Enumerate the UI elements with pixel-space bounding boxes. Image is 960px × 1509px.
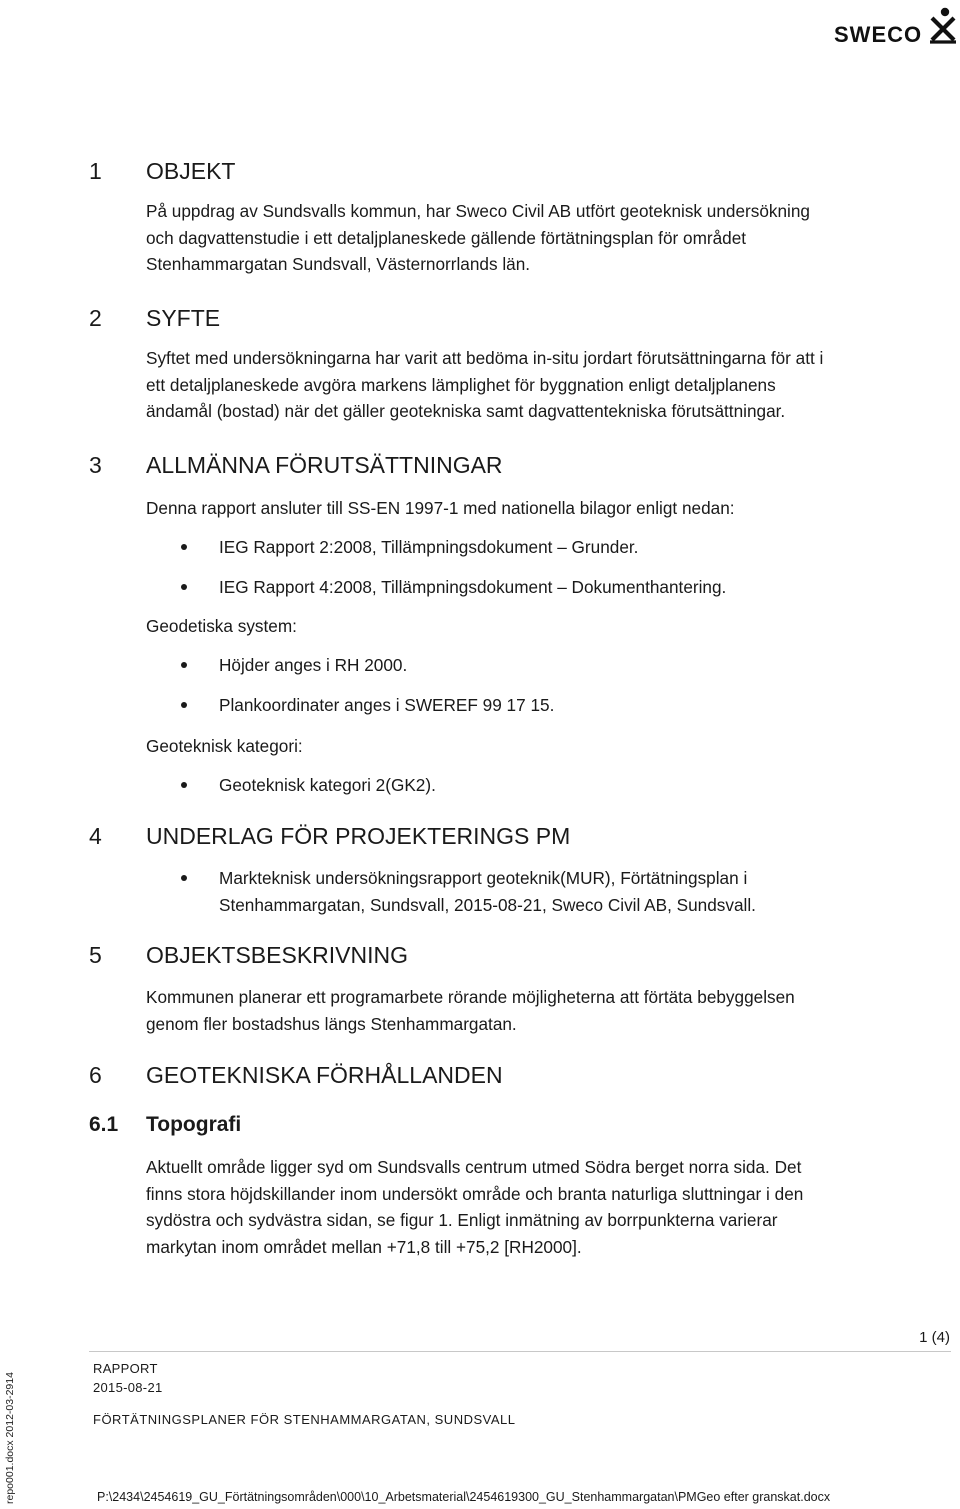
paragraph-objekt	[146, 198, 946, 278]
list-item-text: IEG Rapport 2:2008, Tillämpningsdokument – Grunder.	[219, 537, 639, 557]
list-item	[146, 772, 946, 799]
list-item-text: Höjder anges i RH 2000.	[219, 655, 408, 675]
heading-number: 2	[89, 305, 102, 331]
list-item-text: Markteknisk undersökningsrapport geoteknik(MUR), Förtätningsplan i	[219, 868, 748, 888]
heading-title: OBJEKTSBESKRIVNING	[146, 942, 409, 968]
heading-title: GEOTEKNISKA FÖRHÅLLANDEN	[146, 1062, 503, 1088]
page-number: 1 (4)	[919, 1329, 950, 1346]
heading-syfte	[89, 304, 220, 332]
text-line: finns stora höjdskillander inom undersökt område och branta naturliga sluttningar i den	[146, 1183, 804, 1204]
bullet-icon	[181, 544, 187, 550]
footer-divider	[89, 1351, 951, 1352]
bullet-icon	[181, 702, 187, 708]
list-item-text: Plankoordinater anges i SWEREF 99 17 15.	[219, 694, 555, 715]
heading-objektsbeskrivning	[89, 941, 408, 969]
footer-date: 2015-08-21	[93, 1380, 163, 1395]
heading-number: 6.1	[89, 1113, 119, 1136]
heading-number: 3	[89, 452, 102, 478]
list-item-text: IEG Rapport 4:2008, Tillämpningsdokument – Dokumenthantering.	[219, 576, 727, 597]
heading-number: 5	[89, 942, 102, 968]
text-line: sydöstra och sydvästra sidan, se figur 1. Enligt inmätning av borrpunkterna varierar	[146, 1210, 778, 1230]
text-line: och dagvattenstudie i ett detaljplaneskede gällende förtätningsplan för området	[146, 227, 747, 248]
sweco-logo	[834, 6, 958, 46]
text-line: Syftet med undersökningarna har varit att bedöma in-situ jordart förutsättningarna för att i	[146, 348, 824, 368]
text-line: genom fler bostadshus längs Stenhammargatan.	[146, 1013, 517, 1034]
heading-topografi	[89, 1112, 241, 1138]
label-geoteknisk-kategori	[146, 733, 946, 760]
text-line: Stenhammargatan Sundsvall, Västernorrlands län.	[146, 254, 531, 274]
text-line: Kommunen planerar ett programarbete rörande möjligheterna att förtäta bebyggelsen	[146, 987, 795, 1007]
bullet-icon	[181, 584, 187, 590]
heading-geotekniska-forhallanden	[89, 1061, 503, 1089]
list-item	[146, 574, 946, 601]
list-item-text: Geoteknisk kategori 2(GK2).	[219, 775, 436, 795]
bullet-list-underlag	[146, 865, 946, 918]
bullet-list-standards	[146, 534, 946, 600]
heading-title: Topografi	[146, 1113, 242, 1136]
bullet-icon	[181, 662, 187, 668]
text-line: ändamål (bostad) när det gäller geotekniska samt dagvattentekniska förutsättningar.	[146, 401, 786, 421]
bullet-list-geodetic	[146, 652, 946, 718]
heading-allmanna-forutsattningar	[89, 451, 503, 479]
bullet-icon	[181, 782, 187, 788]
heading-number: 6	[89, 1062, 102, 1088]
text-line: ett detaljplaneskede avgöra markens lämplighet för byggnation enligt detaljplanens	[146, 374, 776, 395]
list-item	[146, 652, 946, 679]
footer-project-title: FÖRTÄTNINGSPLANER FÖR STENHAMMARGATAN, SUNDSVALL	[93, 1412, 516, 1427]
text-line: Denna rapport ansluter till SS-EN 1997-1 med nationella bilagor enligt nedan:	[146, 498, 735, 518]
paragraph-syfte	[146, 345, 946, 425]
list-item	[146, 692, 946, 719]
heading-objekt	[89, 157, 235, 185]
list-item	[146, 865, 946, 918]
text-line: På uppdrag av Sundsvalls kommun, har Sweco Civil AB utfört geoteknisk undersökning	[146, 201, 810, 221]
heading-underlag	[89, 822, 570, 850]
logo-wordmark: SWECO	[834, 22, 923, 47]
heading-title: ALLMÄNNA FÖRUTSÄTTNINGAR	[146, 452, 503, 478]
heading-title: SYFTE	[146, 305, 221, 331]
paragraph-topografi	[146, 1154, 946, 1260]
footer-file-path: P:\2434\2454619_GU_Förtätningsområden\000\10_Arbetsmaterial\2454619300_GU_Stenhammargatan\PMGeo efter granskat.docx	[97, 1490, 831, 1504]
text-line: Geoteknisk kategori:	[146, 736, 303, 756]
text-line: markytan inom området mellan +71,8 till +75,2 [RH2000].	[146, 1236, 582, 1257]
bullet-list-geotech	[146, 772, 946, 799]
footer-doc-type: RAPPORT	[93, 1361, 158, 1376]
bullet-icon	[181, 875, 187, 881]
paragraph-objektsbeskrivning	[146, 984, 946, 1037]
list-item-text: Stenhammargatan, Sundsvall, 2015-08-21, Sweco Civil AB, Sundsvall.	[219, 894, 756, 915]
heading-title: OBJEKT	[146, 158, 236, 184]
heading-number: 1	[89, 158, 102, 184]
label-geodetiska-system	[146, 613, 946, 640]
side-template-id: repo001.docx 2012-03-2914	[4, 1372, 16, 1504]
heading-number: 4	[89, 823, 102, 849]
list-item	[146, 534, 946, 561]
paragraph-intro	[146, 495, 946, 522]
text-line: Aktuellt område ligger syd om Sundsvalls centrum utmed Södra berget norra sida. Det	[146, 1157, 802, 1177]
text-line: Geodetiska system:	[146, 616, 297, 636]
heading-title: UNDERLAG FÖR PROJEKTERINGS PM	[146, 823, 571, 849]
sweco-figure-icon	[928, 6, 958, 46]
